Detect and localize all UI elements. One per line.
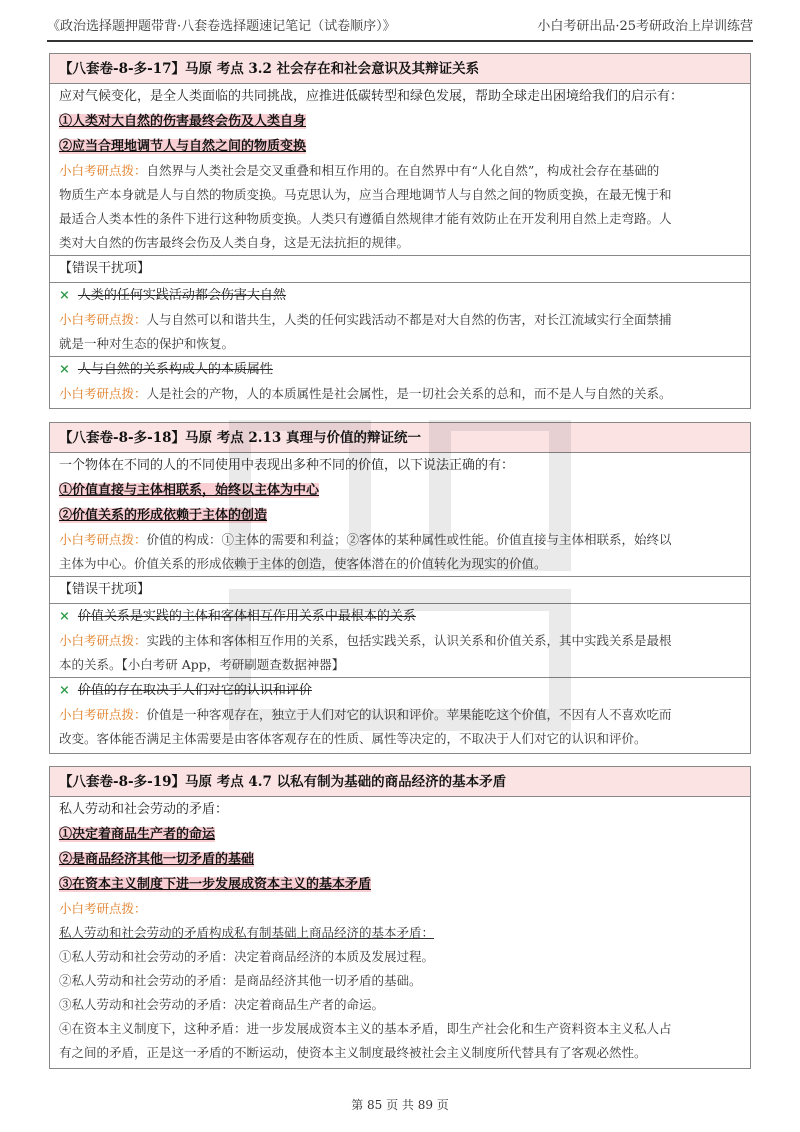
correct-answer: ①价值直接与主体相联系，始终以主体为中心	[59, 483, 320, 498]
analysis-note: 小白考研点拨： 私人劳动和社会劳动的矛盾构成私有制基础上商品经济的基本矛盾： ①私人劳动和社会劳动的矛盾：决定着商品经济的本质及发展过程。 ②私人劳动和社会劳动的矛盾：是商品经济其他一切矛盾的基础。 ③私人劳动和社会劳动的矛盾：决定着商品生产者的命运。 ④在资本主义制度下，这种矛盾：进一步发展成资本主义的基本矛盾，即生产社会化和生产资料资本主义私人占 有之间的矛盾，正是这一矛盾的不断运动，使资本主义制度最终被社会主义制度所代替具有了客观必然性。	[59, 901, 672, 1060]
cross-icon: ×	[59, 683, 70, 698]
correct-answer: ①人类对大自然的伤害最终会伤及人类自身	[59, 114, 307, 129]
wrong-options-heading: 【错误干扰项】	[59, 582, 151, 597]
analysis-note: 小白考研点拨：自然界与人类社会是交叉重叠和相互作用的。在自然界中有“人化自然”，构成社会存在基础的 物质生产本身就是人与自然的物质变换。马克思认为，应当合理地调节人与自然之间的物质变换，在最无愧于和 最适合人类本性的条件下进行这种物质变换。人类只有遵循自然规律才能有效防止在开发利用自然上走弯路。人 类对大自然的伤害最终会伤及人类自身，这是无法抗拒的规律。	[59, 163, 672, 250]
question-card-19	[49, 766, 751, 1069]
question-stem: 一个物体在不同的人的不同使用中表现出多种不同的价值，以下说法正确的有：	[59, 458, 515, 473]
page-number: 第 85 页 共 89 页	[351, 1098, 449, 1112]
correct-answer: ②价值关系的形成依赖于主体的创造	[59, 508, 268, 523]
cross-icon: ×	[59, 362, 70, 377]
correct-answer: ②应当合理地调节人与自然之间的物质变换	[59, 139, 307, 154]
question-title: 【八套卷-8-多-17】马原 考点 3.2 社会存在和社会意识及其辩证关系	[50, 54, 750, 84]
wrong-option: × 人与自然的关系构成人的本质属性	[59, 362, 273, 377]
question-title: 【八套卷-8-多-18】马原 考点 2.13 真理与价值的辩证统一	[50, 423, 750, 453]
header-publisher: 小白考研出品·25考研政治上岸训练营	[537, 19, 753, 34]
correct-answer: ①决定着商品生产者的命运	[59, 827, 216, 842]
wrong-options-heading: 【错误干扰项】	[59, 261, 151, 276]
question-stem: 私人劳动和社会劳动的矛盾：	[59, 802, 229, 817]
header-book-title: 《政治选择题押题带背·八套卷选择题速记笔记（试卷顺序）》	[47, 19, 396, 34]
page-header	[47, 12, 753, 42]
wrong-option-note: 小白考研点拨：实践的主体和客体相互作用的关系，包括实践关系，认识关系和价值关系，其中实践关系是最根 本的关系。【小白考研 App，考研刷题查数据神器】	[59, 633, 672, 672]
question-card-18	[49, 422, 751, 754]
wrong-option-note: 小白考研点拨：价值是一种客观存在，独立于人们对它的认识和评价。苹果能吃这个价值，不因有人不喜欢吃而 改变。客体能否满足主体需要是由客体客观存在的性质、属性等决定的，不取决于人们对它的认识和评价。	[59, 707, 672, 746]
correct-answer: ③在资本主义制度下进一步发展成资本主义的基本矛盾	[59, 877, 372, 892]
wrong-option-note: 小白考研点拨：人与自然可以和谐共生，人类的任何实践活动不都是对大自然的伤害，对长江流域实行全面禁捕 就是一种对生态的保护和恢复。	[59, 312, 672, 351]
wrong-option: × 价值的存在取决于人们对它的认识和评价	[59, 683, 312, 698]
question-card-17	[49, 53, 751, 409]
correct-answer: ②是商品经济其他一切矛盾的基础	[59, 852, 255, 867]
analysis-note: 小白考研点拨：价值的构成：①主体的需要和利益；②客体的某种属性或性能。价值直接与主体相联系，始终以 主体为中心。价值关系的形成依赖于主体的创造，使客体潜在的价值转化为现实的价值。	[59, 532, 672, 571]
wrong-option-note: 小白考研点拨：人是社会的产物，人的本质属性是社会属性，是一切社会关系的总和，而不是人与自然的关系。	[59, 386, 672, 401]
cross-icon: ×	[59, 609, 70, 624]
wrong-option: × 价值关系是实践的主体和客体相互作用关系中最根本的关系	[59, 609, 416, 624]
cross-icon: ×	[59, 288, 70, 303]
note-label: 小白考研点拨：	[59, 163, 147, 178]
wrong-option: × 人类的任何实践活动都会伤害大自然	[59, 288, 286, 303]
question-stem: 应对气候变化，是全人类面临的共同挑战，应推进低碳转型和绿色发展，帮助全球走出困境给我们的启示有：	[59, 89, 684, 104]
question-title: 【八套卷-8-多-19】马原 考点 4.7 以私有制为基础的商品经济的基本矛盾	[50, 767, 750, 797]
